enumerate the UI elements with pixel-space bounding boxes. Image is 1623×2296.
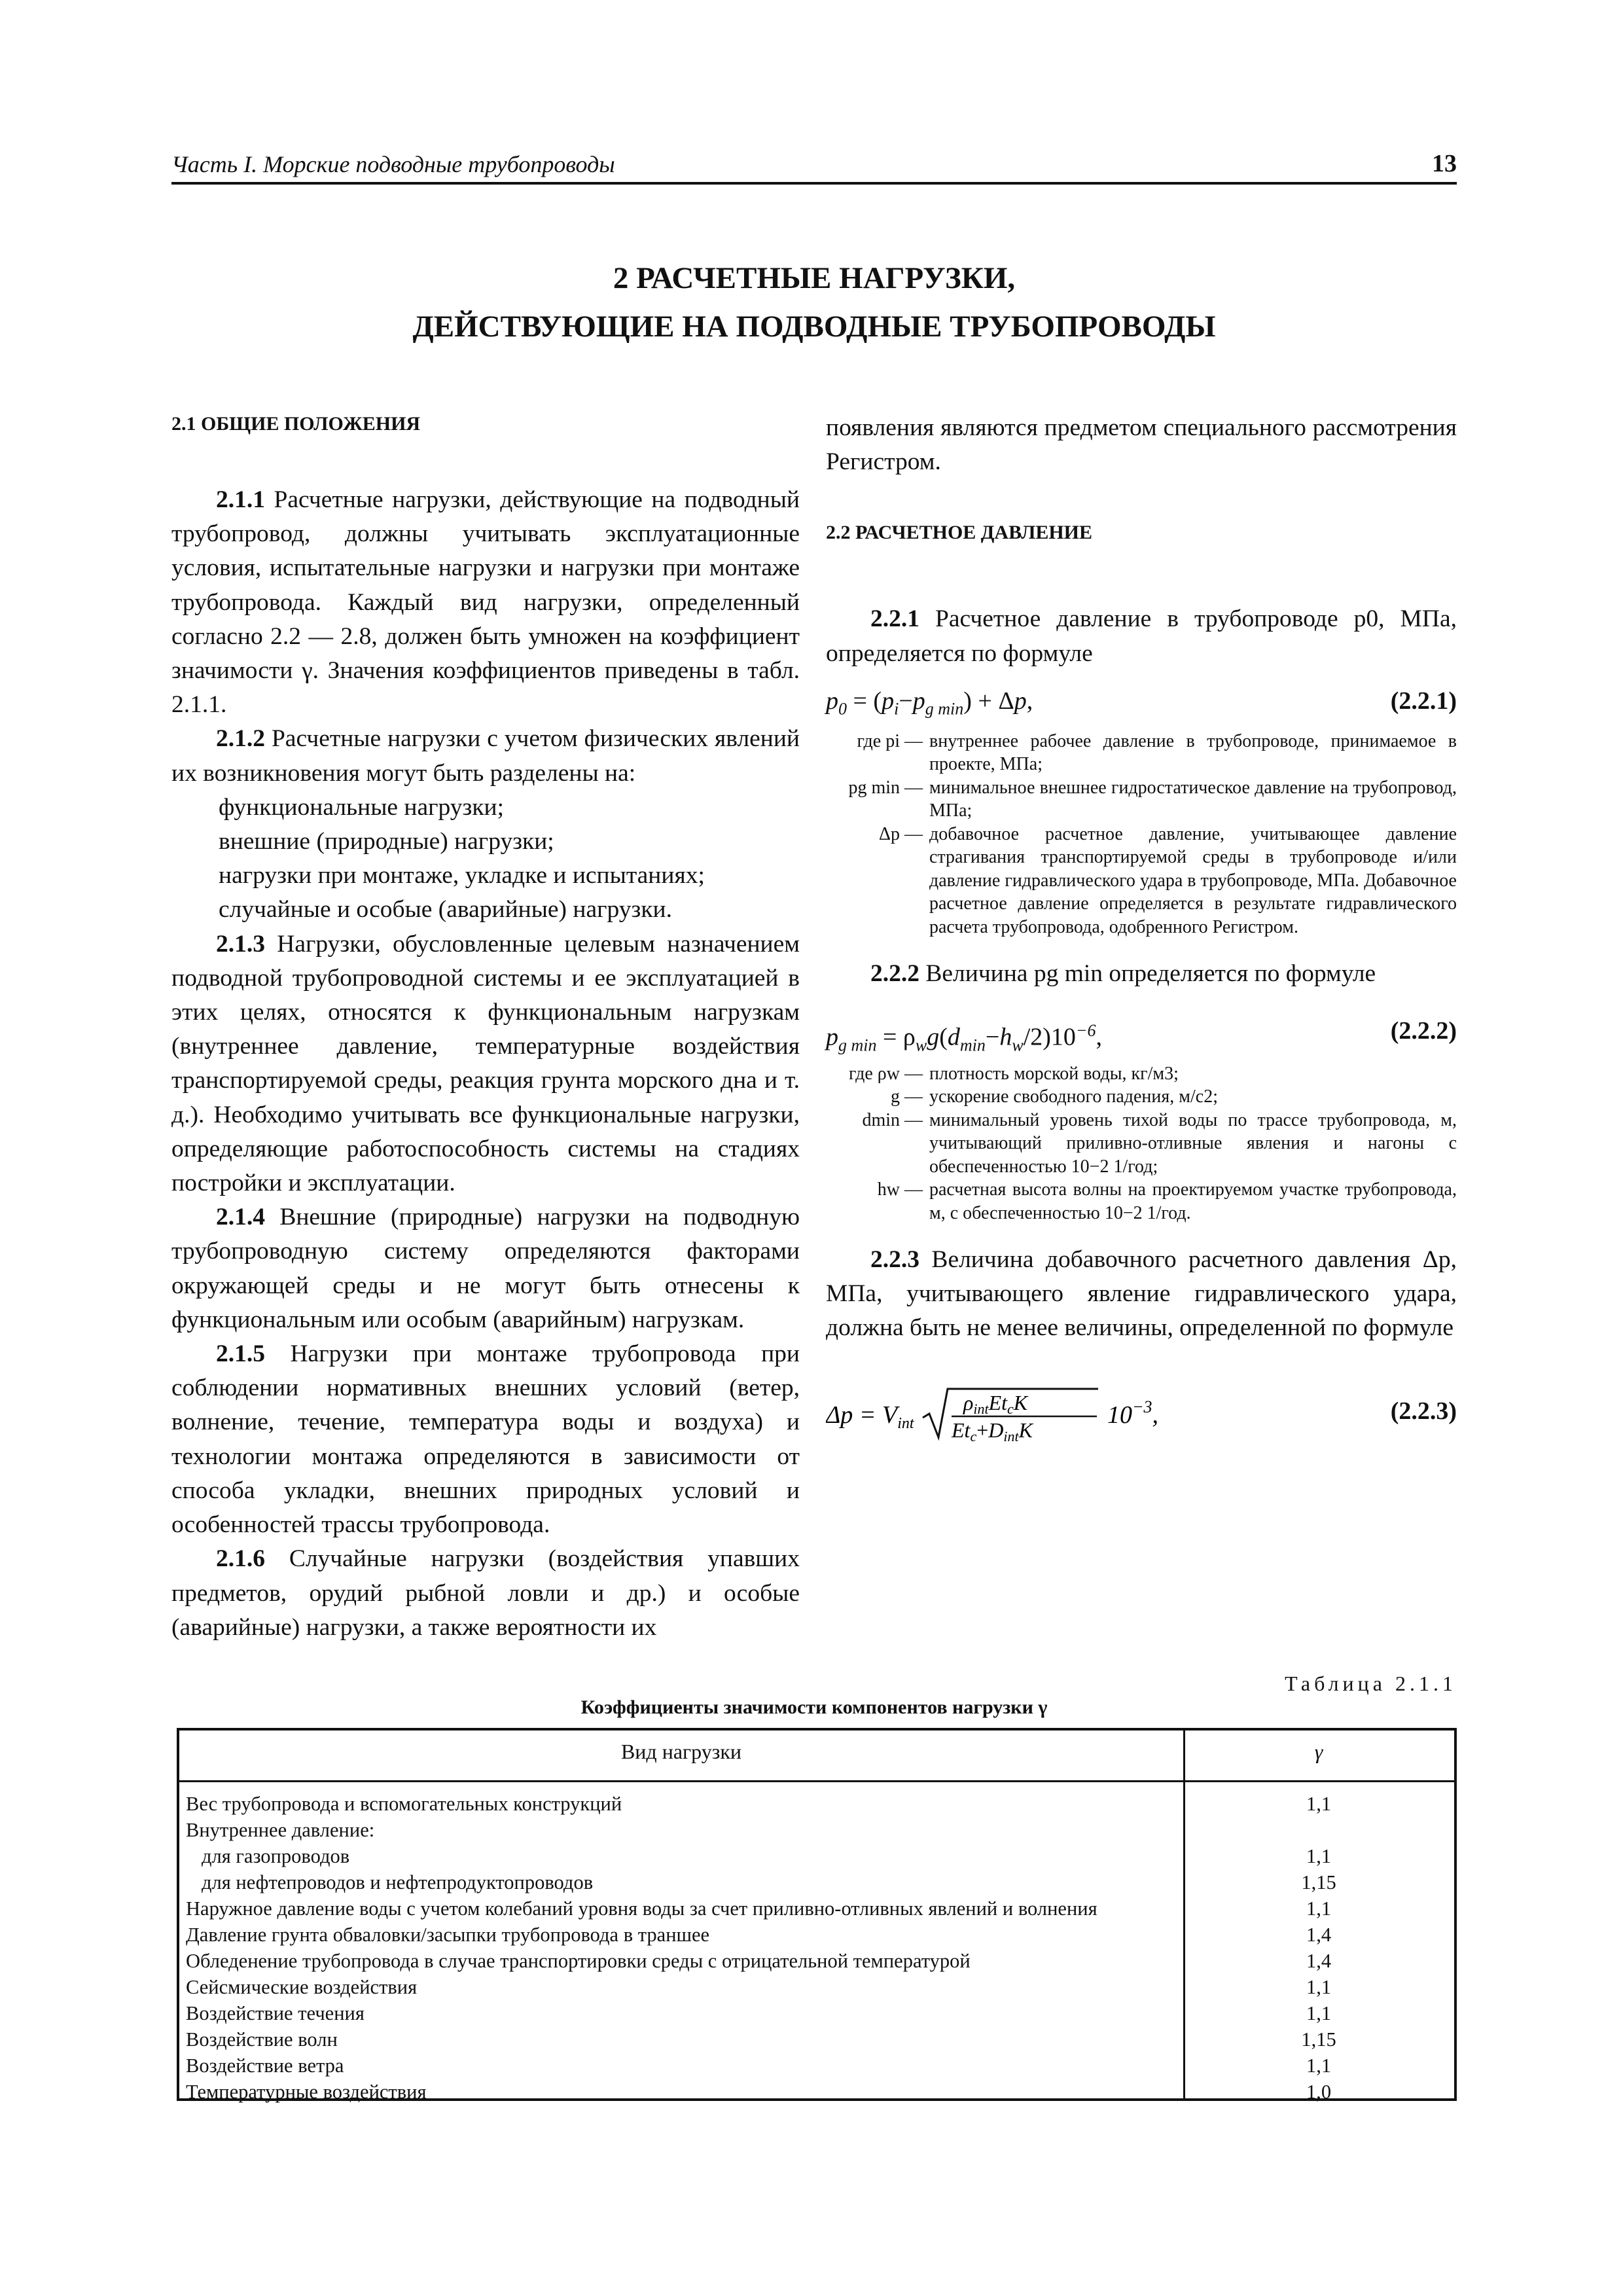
clause-number: 2.1.1 <box>216 486 265 513</box>
left-column <box>171 411 800 1645</box>
table-cell-load-type: Сейсмические воздействия <box>186 1976 418 1998</box>
where-symbol: Δp — <box>878 823 923 844</box>
table-row <box>179 2053 1454 2079</box>
paragraph-2-1-2 <box>171 722 800 790</box>
table-cell-load-type: Воздействие ветра <box>186 2054 344 2077</box>
clause-number: 2.1.2 <box>216 725 265 753</box>
where-symbol: dmin — <box>862 1109 923 1130</box>
table-number: Таблица 2.1.1 <box>1285 1672 1457 1695</box>
table-cell-load-type: Температурные воздействия <box>186 2081 427 2103</box>
table-row <box>179 2000 1454 2026</box>
where-description: внутреннее рабочее давление в трубопроводе, принимаемое в проекте, МПа; <box>929 730 1457 775</box>
svg-text:10−3,: $10^{-3}$, <box>1107 1397 1159 1429</box>
clause-number: 2.1.6 <box>216 1545 265 1573</box>
table-cell-load-type: Вес трубопровода и вспомогательных конструкций <box>186 1793 622 1815</box>
list-item: функциональные нагрузки; <box>219 793 505 821</box>
where-symbol: где ρw — <box>849 1063 923 1084</box>
where-description: плотность морской воды, кг/м3; <box>929 1063 1179 1084</box>
table-row <box>179 1948 1454 1974</box>
table-row <box>179 1974 1454 2000</box>
paragraph-2-2-3 <box>826 1243 1457 1346</box>
where-row <box>826 776 1457 823</box>
table-cell-gamma: 1,1 <box>1306 1845 1332 1867</box>
table-cell-gamma: 1,1 <box>1306 1897 1332 1920</box>
where-symbol: где pi — <box>857 730 923 751</box>
where-description: расчетная высота волны на проектируемом участке трубопровода, м, с обеспеченностью 10−2 1/год. <box>929 1179 1457 1223</box>
table-header-gamma: γ <box>1314 1740 1323 1763</box>
formula-expression: $p_{g min} = \rho_wg(d_{min}-h_w/2)10^{-6}$, <box>826 1020 1102 1054</box>
table-cell-load-type: Обледенение трубопровода в случае транспортировки среды с отрицательной температурой <box>186 1950 971 1972</box>
paragraph-2-1-1 <box>171 483 800 722</box>
where-row <box>826 1085 1457 1109</box>
list-item: случайные и особые (аварийные) нагрузки. <box>219 896 672 924</box>
table-cell-gamma: 1,15 <box>1301 1871 1336 1893</box>
where-symbol: hw — <box>877 1179 923 1200</box>
table-cell-gamma: 1,1 <box>1306 2054 1332 2077</box>
formula-2-2-3 <box>826 1385 1457 1444</box>
paragraph-text: Расчетное давление в трубопроводе p0, МПа, определяется по формуле <box>826 605 1457 667</box>
running-header <box>171 145 1457 185</box>
table-row <box>179 1895 1454 1922</box>
where-description: ускорение свободного падения, м/с2; <box>929 1086 1218 1107</box>
table-row <box>179 1843 1454 1869</box>
coefficients-table <box>177 1728 1457 2101</box>
table-cell-load-type: Воздействие течения <box>186 2002 365 2024</box>
clause-number: 2.2.3 <box>870 1246 919 1274</box>
where-block-2 <box>826 1062 1457 1225</box>
where-description: минимальное внешнее гидростатическое давление на трубопровод, МПа; <box>929 777 1457 821</box>
table-cell-gamma: 1,1 <box>1306 1976 1332 1998</box>
paragraph-text: Нагрузки при монтаже трубопровода при соблюдении нормативных внешних условий (ветер, волнение, течение, температура воды и воздуха) и технологии монтажа определяются в зависимости от способа укладки, внешних природных условий и особенностей трассы трубопровода. <box>171 1340 800 1539</box>
where-row <box>826 730 1457 776</box>
clause-number: 2.2.2 <box>870 960 919 988</box>
list-item: внешние (природные) нагрузки; <box>219 828 554 855</box>
right-column <box>826 411 1457 1444</box>
where-symbol: pg min — <box>848 777 923 798</box>
table-cell-load-type: Воздействие волн <box>186 2028 338 2051</box>
where-block-1 <box>826 730 1457 939</box>
section-2-2-heading: 2.2 РАСЧЕТНОЕ ДАВЛЕНИЕ <box>826 522 1093 544</box>
svg-text:Etc+DintK: Etc+DintK <box>952 1418 1033 1444</box>
chapter-title <box>171 254 1457 351</box>
table-row <box>179 2079 1454 2105</box>
running-title: Часть I. Морские подводные трубопроводы <box>171 151 615 177</box>
clause-number: 2.1.4 <box>216 1204 265 1231</box>
table-body <box>179 1791 1454 2105</box>
where-row <box>826 1109 1457 1179</box>
paragraph-text: Внешние (природные) нагрузки на подводную трубопроводную систему определяются факторами окружающей среды и не могут быть отнесены к функциональным или особым (аварийным) нагрузкам. <box>171 1204 800 1333</box>
table-row <box>179 1791 1454 1817</box>
paragraph-2-1-3 <box>171 927 800 1201</box>
chapter-title-line-2: ДЕЙСТВУЮЩИЕ НА ПОДВОДНЫЕ ТРУБОПРОВОДЫ <box>412 310 1216 344</box>
table-cell-load-type: Внутреннее давление: <box>186 1819 375 1841</box>
table-cell-load-type: Давление грунта обваловки/засыпки трубопровода в траншее <box>186 1924 710 1946</box>
table-row <box>179 2026 1454 2053</box>
formula-number: (2.2.2) <box>1390 1016 1457 1045</box>
paragraph-2-1-4 <box>171 1200 800 1337</box>
formula-expression: $p_0 = (p_i-p_{g min}) + \Delta p$, <box>826 687 1033 719</box>
paragraph-2-1-6 <box>171 1542 800 1645</box>
page-number: 13 <box>1432 150 1457 177</box>
table-caption: Коэффициенты значимости компонентов нагрузки γ <box>580 1696 1048 1718</box>
clause-number: 2.1.5 <box>216 1340 265 1368</box>
paragraph-text: Расчетные нагрузки, действующие на подводный трубопровод, должны учитывать эксплуатационные условия, испытательные нагрузки и нагрузки при монтаже трубопровода. Каждый вид нагрузки, определенный согласно 2.2 — 2.8, должен быть умножен на коэффициент значимости γ. Значения коэффициентов приведены в табл. 2.1.1. <box>171 486 800 719</box>
table-cell-gamma: 1,1 <box>1306 2002 1332 2024</box>
clause-number: 2.1.3 <box>216 930 265 958</box>
table-header <box>179 1731 1454 1782</box>
where-description: минимальный уровень тихой воды по трассе трубопровода, м, учитывающий приливно-отливные явления и нагоны с обеспеченностью 10−2 1/год; <box>929 1109 1457 1177</box>
paragraph-text: Величина добавочного расчетного давления Δp, МПа, учитывающего явление гидравлического удара, должна быть не менее величины, определенной по формуле <box>826 1246 1457 1342</box>
table-cell-load-type: для нефтепроводов и нефтепродуктопроводов <box>202 1871 594 1893</box>
paragraph-2-1-5 <box>171 1337 800 1542</box>
table-cell-gamma: 1,4 <box>1306 1924 1332 1946</box>
chapter-title-line-1: 2 РАСЧЕТНЫЕ НАГРУЗКИ, <box>613 261 1016 295</box>
where-row <box>826 823 1457 939</box>
table-header-load-type: Вид нагрузки <box>620 1740 742 1763</box>
paragraph-text: Случайные нагрузки (воздействия упавших предметов, орудий рыбной ловли и др.) и особые (аварийные) нагрузки, а также вероятности их <box>171 1545 800 1641</box>
table-cell-gamma: 1,4 <box>1306 1950 1332 1972</box>
table-cell-load-type: для газопроводов <box>202 1845 350 1867</box>
table-cell-gamma: 1,0 <box>1306 2081 1332 2103</box>
paragraph-2-2-2 <box>826 957 1457 991</box>
paragraph-2-2-1 <box>826 602 1457 670</box>
formula-2-2-1 <box>826 684 1457 723</box>
paragraph-2-1-6-continued: появления являются предметом специального рассмотрения Регистром. <box>826 414 1457 476</box>
list-item: нагрузки при монтаже, укладке и испытаниях; <box>219 862 705 889</box>
svg-text:ρintEtcK: ρintEtcK <box>963 1390 1028 1417</box>
formula-number: (2.2.1) <box>1390 687 1457 715</box>
table-row <box>179 1817 1454 1843</box>
where-row <box>826 1178 1457 1225</box>
paragraph-text: Нагрузки, обусловленные целевым назначением подводной трубопроводной системы и ее эксплуатацией в этих целях, относятся к функциональным нагрузкам (внутреннее давление, температурные воздействия транспортируемой среды, реакция грунта морского дна и т. д.). Необходимо учитывать все функциональные нагрузки, определяющие работоспособность системы на стадиях постройки и эксплуатации. <box>171 930 800 1197</box>
where-description: добавочное расчетное давление, учитывающее давление страгивания транспортируемой среды в трубопроводе и/или давление гидравлического удара в трубопроводе, МПа. Добавочное расчетное давление определяется в результате гидравлического расчета трубопровода, одобренного Регистром. <box>929 823 1457 937</box>
section-2-1-heading: 2.1 ОБЩИЕ ПОЛОЖЕНИЯ <box>171 413 421 435</box>
where-row <box>826 1062 1457 1086</box>
formula-2-2-2 <box>826 1014 1457 1053</box>
table-cell-gamma: 1,15 <box>1301 2028 1336 2051</box>
svg-text:Δp = Vint: $\Delta p = V_{int}$ <box>826 1401 914 1432</box>
table-cell-load-type: Наружное давление воды с учетом колебаний уровня воды за счет приливно-отливных явлений и волнения <box>186 1897 1097 1920</box>
paragraph-text: Расчетные нагрузки с учетом физических явлений их возникновения могут быть разделены на: <box>171 725 800 787</box>
table-cell-gamma: 1,1 <box>1306 1793 1332 1815</box>
clause-number: 2.2.1 <box>870 605 919 633</box>
paragraph-text: Величина pg min определяется по формуле <box>919 960 1376 988</box>
where-symbol: g — <box>891 1086 923 1107</box>
formula-number: (2.2.3) <box>1390 1397 1457 1425</box>
formula-expression <box>826 1385 1192 1444</box>
table-row <box>179 1869 1454 1895</box>
table-row <box>179 1922 1454 1948</box>
